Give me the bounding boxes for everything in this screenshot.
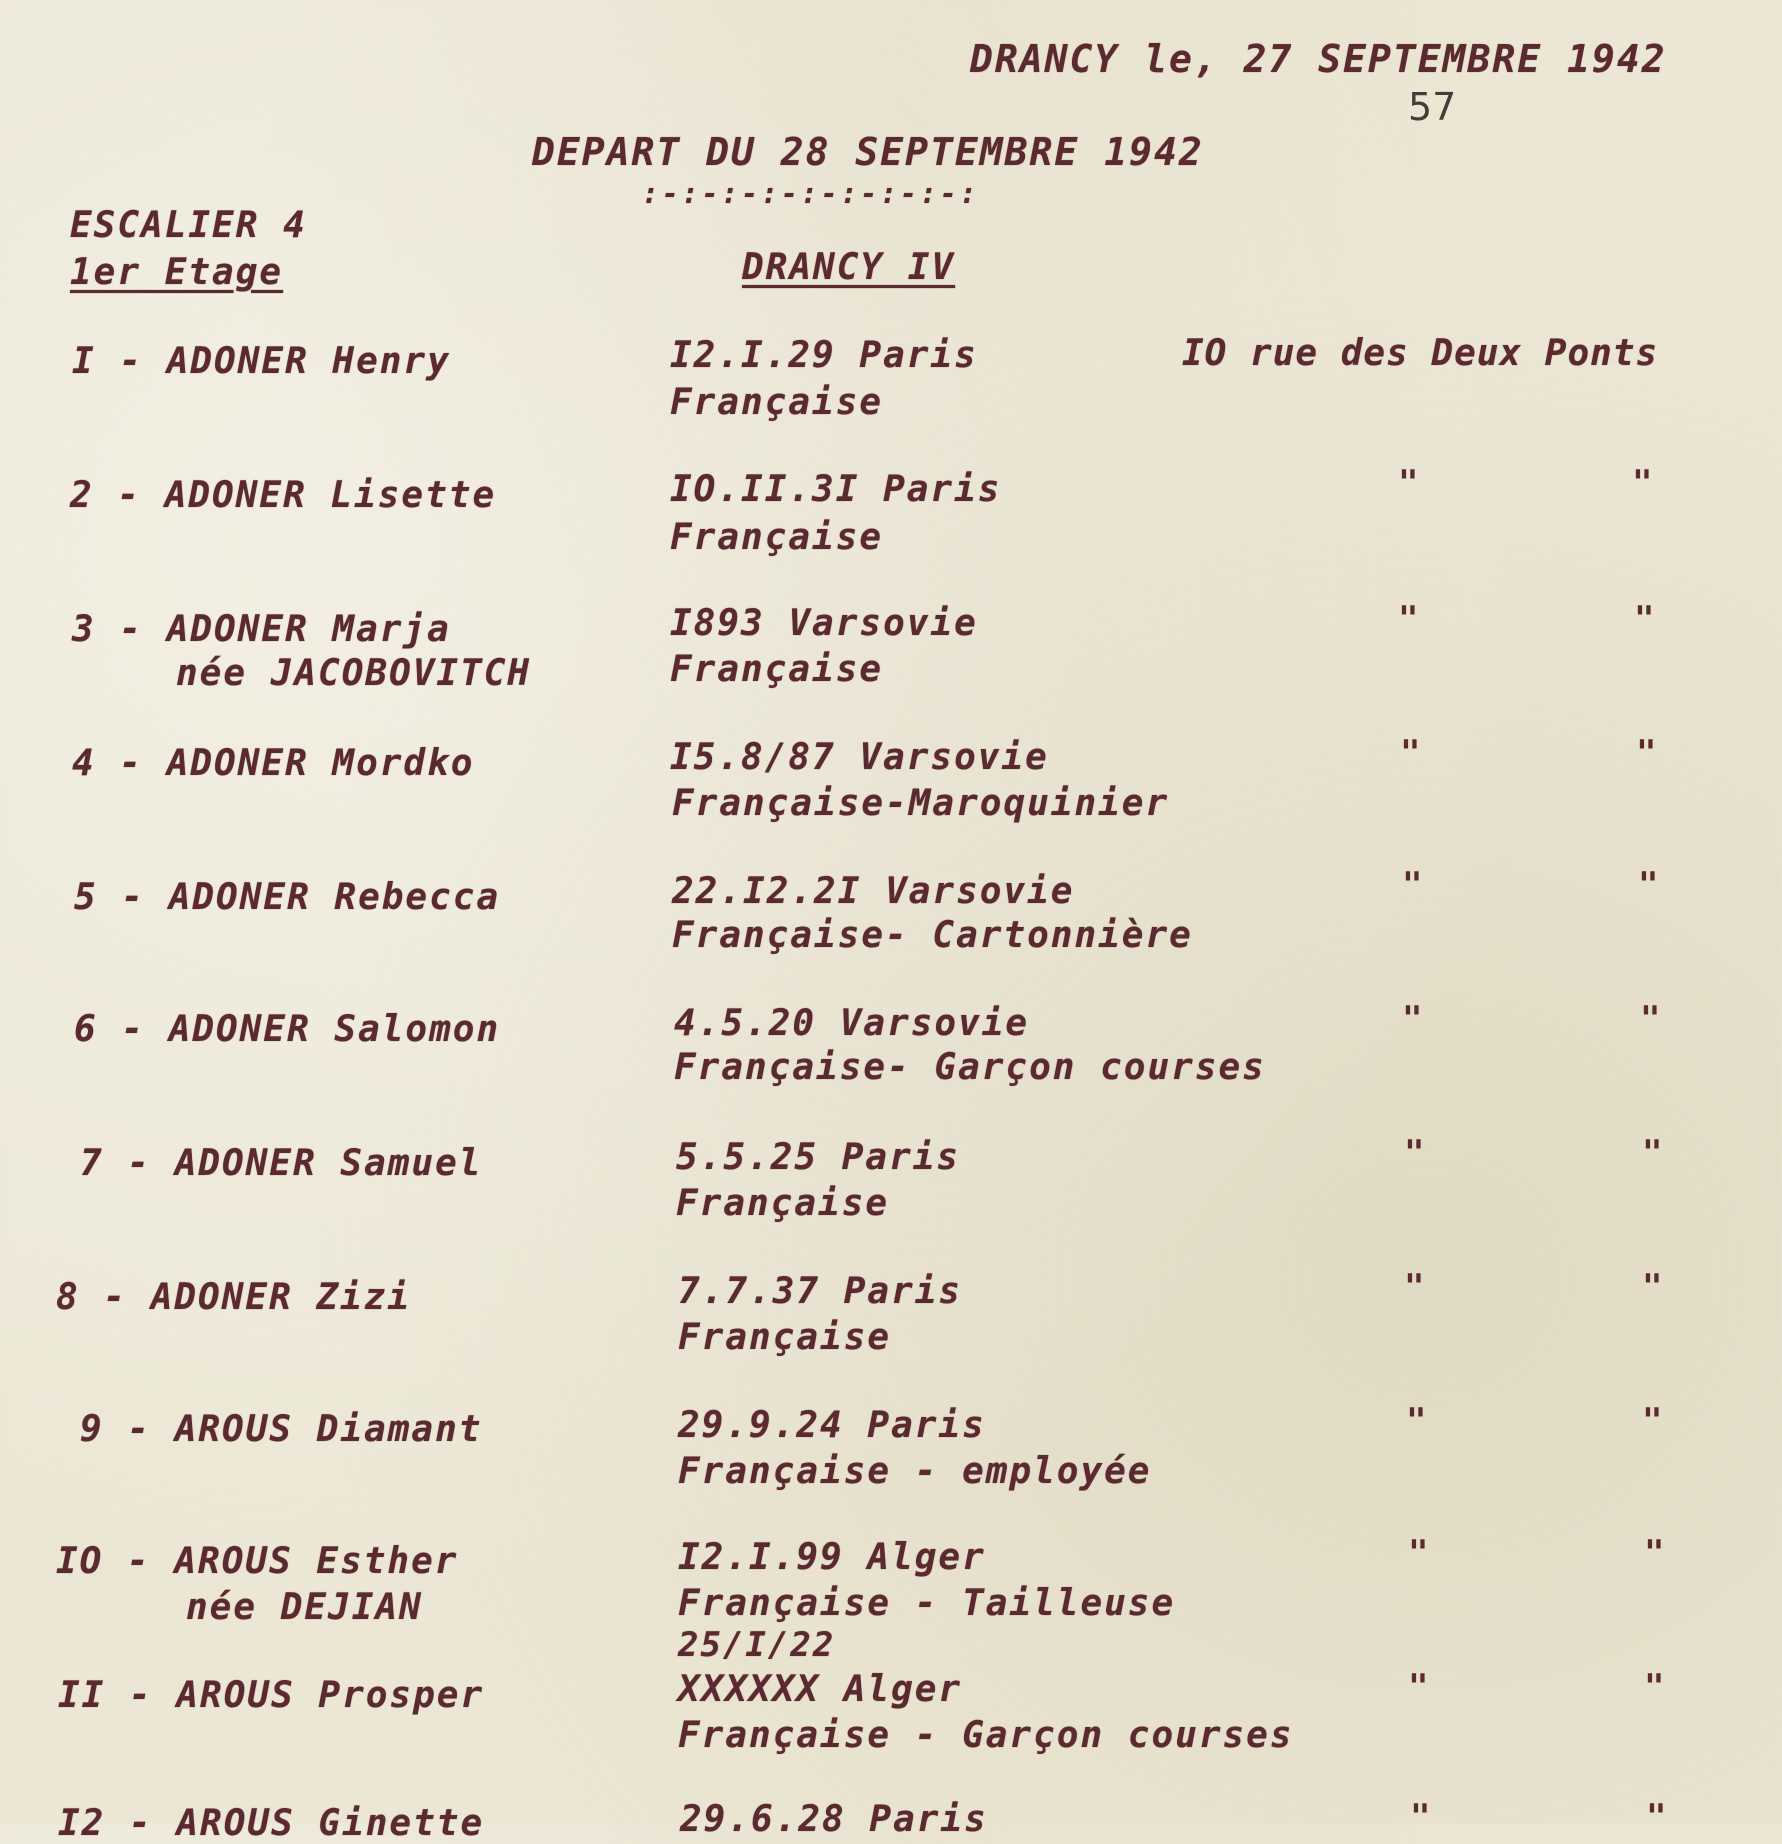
entry-name: I2 - AROUS Ginette (58, 1803, 485, 1844)
entry-birth: IO.II.3I Paris (670, 469, 1002, 510)
entry-details: Française (670, 517, 884, 558)
entry-name: 7 - ADONER Samuel (80, 1143, 483, 1184)
entry-details: Française (670, 649, 884, 690)
ditto-mark: " (1404, 1133, 1425, 1173)
ditto-mark: " (1636, 733, 1657, 773)
entry-name: 4 - ADONER Mordko (72, 743, 475, 784)
ditto-mark: " (1402, 999, 1423, 1039)
ditto-mark: " (1400, 733, 1421, 773)
entry-name: IO - AROUS Esther (56, 1541, 459, 1582)
entry-birth: 29.6.28 Paris (680, 1799, 988, 1840)
entry-name: II - AROUS Prosper (58, 1675, 485, 1716)
entry-name: I - ADONER Henry (72, 341, 451, 382)
entry-details: Française (678, 1317, 892, 1358)
entry-birth: I893 Varsovie (670, 603, 978, 644)
entry-birth: 7.7.37 Paris (678, 1271, 963, 1312)
entry-name: 9 - AROUS Diamant (80, 1409, 483, 1450)
handwritten-page-number: 57 (1408, 85, 1457, 129)
entry-birth: 4.5.20 Varsovie (674, 1003, 1030, 1044)
entry-name-line2: née JACOBOVITCH (176, 653, 532, 694)
entry-details: Française - Tailleuse (678, 1583, 1176, 1624)
entry-details: Française- Cartonnière (672, 915, 1193, 956)
ditto-mark: " (1404, 1267, 1425, 1307)
ditto-mark: " (1408, 1667, 1429, 1707)
ditto-mark: " (1398, 599, 1419, 639)
floor-label: 1er Etage (70, 252, 284, 293)
entry-name-line2: née DEJIAN (186, 1587, 423, 1628)
entry-name: 3 - ADONER Marja (72, 609, 451, 650)
entry-address: IO rue des Deux Ponts (1182, 333, 1659, 374)
ditto-mark: " (1638, 865, 1659, 905)
entry-details: Française- Garçon courses (674, 1047, 1266, 1088)
entry-birth: I2.I.99 Alger (678, 1537, 986, 1578)
ditto-mark: " (1410, 1797, 1431, 1837)
ditto-mark: " (1642, 1133, 1663, 1173)
entry-name: 8 - ADONER Zizi (56, 1277, 412, 1318)
entry-birth: XXXXXX Alger (678, 1669, 963, 1710)
ditto-mark: " (1634, 599, 1655, 639)
entry-details: Française (676, 1183, 890, 1224)
entry-birth-correction: 25/I/22 (678, 1625, 836, 1665)
entry-birth: 29.9.24 Paris (678, 1405, 986, 1446)
ditto-mark: " (1644, 1533, 1665, 1573)
entry-details: Française - Garçon courses (678, 1715, 1294, 1756)
ditto-mark: " (1408, 1533, 1429, 1573)
entry-details: Française (670, 382, 884, 423)
entry-birth: I5.8/87 Varsovie (670, 737, 1049, 778)
ditto-mark: " (1398, 463, 1419, 503)
entry-name: 2 - ADONER Lisette (70, 475, 497, 516)
entry-birth: 5.5.25 Paris (676, 1137, 961, 1178)
entry-details: Française-Maroquinier (672, 783, 1170, 824)
ditto-mark: " (1406, 1401, 1427, 1441)
entry-details: Française - employée (678, 1451, 1152, 1492)
ditto-mark: " (1642, 1267, 1663, 1307)
ditto-mark: " (1642, 1401, 1663, 1441)
ditto-mark: " (1646, 1797, 1667, 1837)
entry-birth: 22.I2.2I Varsovie (672, 871, 1075, 912)
ditto-mark: " (1640, 999, 1661, 1039)
title-separator: :-:-:-:-:-:-:-:-: (642, 177, 980, 210)
place-date: DRANCY le, 27 SEPTEMBRE 1942 (970, 37, 1667, 81)
camp-label: DRANCY IV (742, 247, 956, 288)
ditto-mark: " (1632, 463, 1653, 503)
stair-label: ESCALIER 4 (70, 205, 307, 246)
departure-title: DEPART DU 28 SEPTEMBRE 1942 (532, 130, 1204, 174)
ditto-mark: " (1402, 865, 1423, 905)
entry-name: 6 - ADONER Salomon (74, 1009, 501, 1050)
entry-birth: I2.I.29 Paris (670, 335, 978, 376)
entry-name: 5 - ADONER Rebecca (74, 877, 501, 918)
ditto-mark: " (1644, 1667, 1665, 1707)
